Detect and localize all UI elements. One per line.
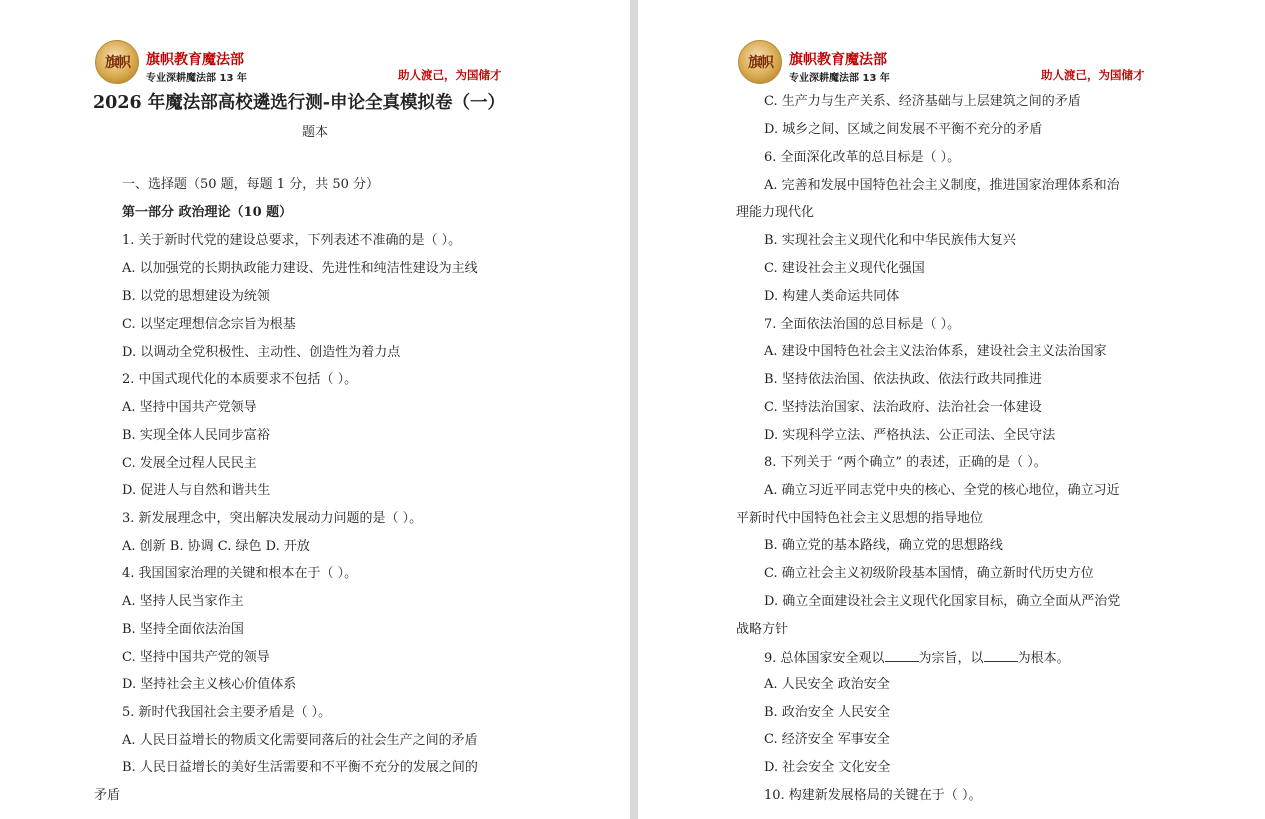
- option-line: C. 建设社会主义现代化强国: [764, 261, 925, 276]
- document-page-right: [638, 0, 1265, 819]
- document-title: 2026 年魔法部高校遴选行测-申论全真模拟卷（一）: [93, 93, 506, 113]
- question-5: 5. 新时代我国社会主要矛盾是（ ）。: [122, 705, 332, 720]
- option-line: C. 坚持中国共产党的领导: [122, 650, 270, 665]
- option-line: A. 确立习近平同志党中央的核心、全党的核心地位，确立习近: [764, 483, 1120, 498]
- org-name: 旗帜教育魔法部: [789, 52, 887, 68]
- option-line: C. 坚持法治国家、法治政府、法治社会一体建设: [764, 400, 1042, 415]
- option-line: D. 社会安全 文化安全: [764, 760, 891, 775]
- question-10: 10. 构建新发展格局的关键在于（ ）。: [764, 788, 982, 803]
- slogan: 助人渡己，为国储才: [398, 68, 502, 82]
- document-page-left: [0, 0, 630, 819]
- fill-blank: [885, 648, 919, 662]
- option-line: B. 坚持全面依法治国: [122, 622, 244, 637]
- option-line: B. 实现全体人民同步富裕: [122, 428, 270, 443]
- part-heading: 第一部分 政治理论（10 题）: [122, 205, 293, 220]
- slogan: 助人渡己，为国储才: [1041, 68, 1145, 82]
- option-line: A. 以加强党的长期执政能力建设、先进性和纯洁性建设为主线: [122, 261, 478, 276]
- option-line: D. 实现科学立法、严格执法、公正司法、全民守法: [764, 428, 1056, 443]
- question-9: [764, 648, 1070, 668]
- question-8: 8. 下列关于 “两个确立” 的表述，正确的是（ ）。: [764, 455, 1047, 470]
- question-3: 3. 新发展理念中，突出解决发展动力问题的是（ ）。: [122, 511, 423, 526]
- org-name: 旗帜教育魔法部: [146, 52, 244, 68]
- logo-emblem: [95, 40, 139, 84]
- option-line: B. 以党的思想建设为统领: [122, 289, 270, 304]
- question-7: 7. 全面依法治国的总目标是（ ）。: [764, 317, 961, 332]
- tagline: 专业深耕魔法部 13 年: [789, 73, 890, 84]
- option-line-continued: 理能力现代化: [736, 205, 815, 220]
- question-1: 1. 关于新时代党的建设总要求，下列表述不准确的是（ ）。: [122, 233, 462, 248]
- option-line: B. 确立党的基本路线，确立党的思想路线: [764, 538, 1003, 553]
- option-line: D. 构建人类命运共同体: [764, 289, 900, 304]
- option-line: A. 坚持人民当家作主: [122, 594, 244, 609]
- option-line-continued: 战略方针: [736, 622, 789, 637]
- option-line: A. 建设中国特色社会主义法治体系，建设社会主义法治国家: [764, 344, 1107, 359]
- logo-text: 旗帜: [748, 55, 772, 71]
- option-line: C. 确立社会主义初级阶段基本国情，确立新时代历史方位: [764, 566, 1094, 581]
- option-line: D. 坚持社会主义核心价值体系: [122, 677, 297, 692]
- option-line: A. 人民安全 政治安全: [764, 677, 890, 692]
- logo-emblem: [738, 40, 782, 84]
- fill-blank: [984, 648, 1018, 662]
- option-line: C. 经济安全 军事安全: [764, 732, 890, 747]
- tagline: 专业深耕魔法部 13 年: [146, 73, 247, 84]
- option-line: B. 坚持依法治国、依法执政、依法行政共同推进: [764, 372, 1042, 387]
- option-line: D. 以调动全党积极性、主动性、创造性为着力点: [122, 345, 401, 360]
- option-line-continued: 矛盾: [94, 788, 121, 803]
- document-subtitle: 题本: [301, 125, 328, 140]
- page-gutter: [630, 0, 638, 819]
- option-line: C. 以坚定理想信念宗旨为根基: [122, 317, 296, 332]
- question-9-part-3: 为根本。: [1017, 651, 1070, 666]
- option-line: A. 人民日益增长的物质文化需要同落后的社会生产之间的矛盾: [122, 733, 478, 748]
- option-line: D. 促进人与自然和谐共生: [122, 483, 271, 498]
- question-9-part-2: 为宗旨，以: [918, 651, 984, 666]
- section-heading: 一、选择题（50 题，每题 1 分，共 50 分）: [122, 177, 380, 192]
- option-line: A. 创新 B. 协调 C. 绿色 D. 开放: [122, 539, 310, 554]
- option-line-continued: 平新时代中国特色社会主义思想的指导地位: [736, 511, 984, 526]
- option-line: A. 坚持中国共产党领导: [122, 400, 257, 415]
- question-9-part-1: 9. 总体国家安全观以: [764, 651, 885, 666]
- option-line: D. 确立全面建设社会主义现代化国家目标，确立全面从严治党: [764, 594, 1121, 609]
- logo-text: 旗帜: [105, 55, 129, 71]
- option-line: C. 生产力与生产关系、经济基础与上层建筑之间的矛盾: [764, 94, 1081, 109]
- option-line: B. 政治安全 人民安全: [764, 705, 890, 720]
- option-line: D. 城乡之间、区域之间发展不平衡不充分的矛盾: [764, 122, 1043, 137]
- option-line: B. 实现社会主义现代化和中华民族伟大复兴: [764, 233, 1016, 248]
- question-4: 4. 我国国家治理的关键和根本在于（ ）。: [122, 566, 358, 581]
- question-6: 6. 全面深化改革的总目标是（ ）。: [764, 150, 961, 165]
- question-2: 2. 中国式现代化的本质要求不包括（ ）。: [122, 372, 358, 387]
- option-line: A. 完善和发展中国特色社会主义制度，推进国家治理体系和治: [764, 178, 1120, 193]
- option-line: B. 人民日益增长的美好生活需要和不平衡不充分的发展之间的: [122, 760, 478, 775]
- option-line: C. 发展全过程人民民主: [122, 456, 257, 471]
